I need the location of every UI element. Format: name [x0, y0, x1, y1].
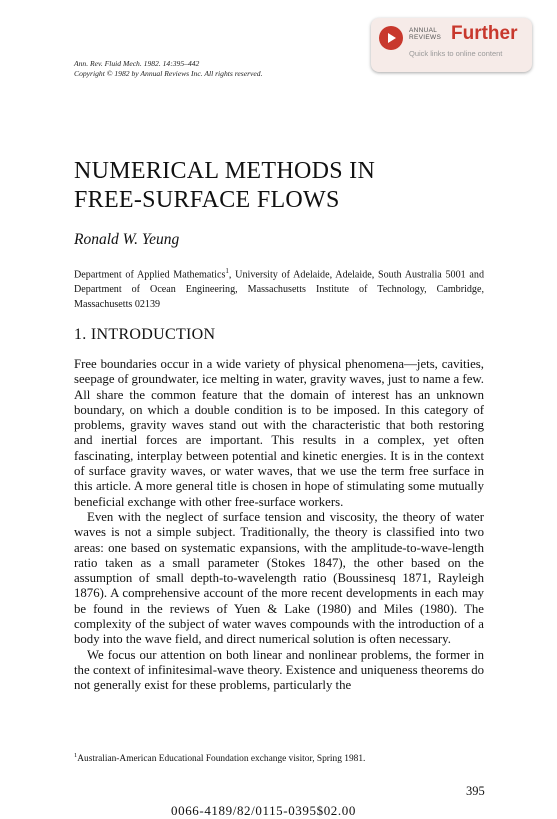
footnote-text: Australian-American Educational Foundation exchange visitor, Spring 1981. — [77, 754, 366, 765]
paragraph: Even with the neglect of surface tension and viscosity, the theory of water waves is not a simple subject. Traditionally, the theory is classified into two areas: one based on systematic expansions, with the amplitude-to-wave-length ratio taken as a small parameter (Stokes 1847), the other based on the assumption of small depth-to-wavelength ratio (Boussinesq 1871, Rayleigh 1876). A comprehensive account of the more recent developments in each may be found in the reviews of Yuen & Lake (1980) and Miles (1980). The complexity of the subject of water waves compounds with the introduction of a body into the wave field, and direct numerical solution is often necessary. — [74, 509, 484, 647]
affiliation-text-end: , University of Adelaide, Adelaide, South Australia 5001 and Department of Ocean Engineering, Massachusetts Institute of Technology, Cambridge, Massachusetts 02139 — [74, 269, 484, 311]
paragraph: Free boundaries occur in a wide variety of physical phenomena—jets, cavities, seepage of groundwater, ice melting in water, gravity waves, just to name a few. All share the common feature that the domain of interest has an unknown boundary, on which a double condition is to be imposed. In this category of problems, gravity waves stand out with the characteristic that both restoring and inertial forces are important. This results in a complex, yet often fascinating, interplay between potential and kinetic energies. It is in the context of surface gravity waves, or water waves, that we use the term free surface in this article. A more general title is chosen in hope of stimulating some mutually beneficial exchange with other free-surface workers. — [74, 357, 484, 509]
journal-citation-line1: Ann. Rev. Fluid Mech. 1982. 14:395–442 — [74, 59, 200, 68]
badge-publisher-label: ANNUAL REVIEWS — [409, 27, 442, 41]
article-title-line2: FREE-SURFACE FLOWS — [74, 187, 340, 213]
affiliation-text-start: Department of Applied Mathematics — [74, 269, 226, 281]
footnote-mark: 1 — [74, 752, 78, 759]
footnote-marker: 1 — [225, 267, 229, 275]
journal-copyright-line: Copyright © 1982 by Annual Reviews Inc. All rights reserved. — [74, 69, 263, 78]
article-title-line1: NUMERICAL METHODS IN — [74, 158, 376, 184]
author-affiliation — [74, 264, 484, 312]
article-title — [74, 157, 375, 215]
paragraph: We focus our attention on both linear and nonlinear problems, the former in the context of infinitesimal-wave theory. Existence and uniqueness theorems do not generally exist for these problems, particularly the — [74, 647, 484, 693]
footnote — [74, 752, 365, 764]
further-links-badge[interactable] — [371, 18, 532, 72]
page-number: 395 — [466, 784, 485, 798]
badge-further-label: Further — [451, 23, 518, 44]
journal-citation — [74, 59, 263, 79]
badge-tagline: Quick links to online content — [409, 49, 503, 58]
play-arrow-icon — [379, 26, 403, 50]
body-text — [74, 357, 484, 694]
article-code: 0066-4189/82/0115-0395$02.00 — [171, 803, 356, 818]
author-name: Ronald W. Yeung — [74, 231, 180, 248]
section-heading: 1. INTRODUCTION — [74, 326, 216, 343]
